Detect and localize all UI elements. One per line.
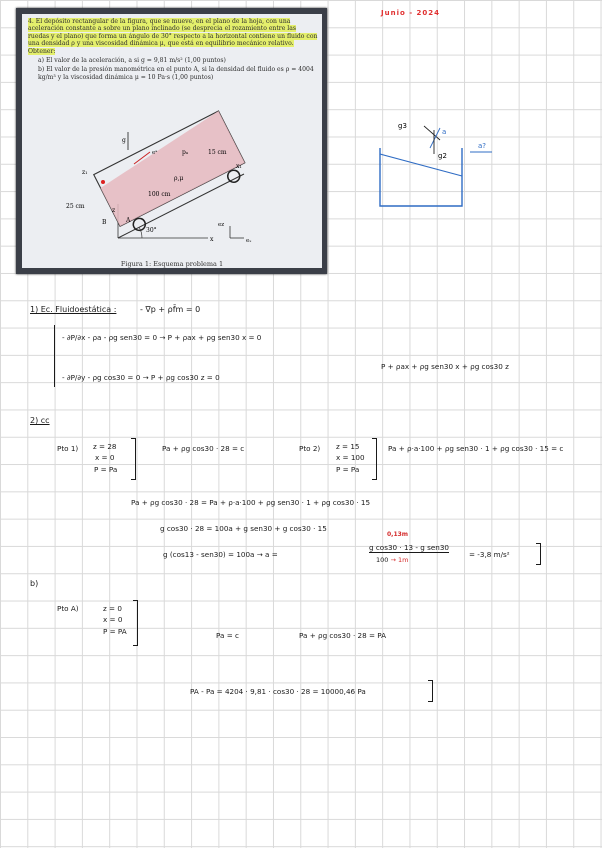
date-label: Junio - 2024 [381, 9, 441, 17]
s1-eq: - ∇p + ρf̄m = 0 [140, 305, 201, 314]
sketch-tank [380, 148, 462, 206]
pto1-x: x = 0 [95, 453, 115, 462]
ptoA-z: z = 0 [103, 604, 122, 613]
s1-title: 1) Ec. Fluidoestática : [30, 305, 117, 314]
result-b-bracket [428, 680, 433, 702]
sketch-g2: g2 [438, 152, 447, 160]
fig-len-100: 100 cm [148, 191, 171, 198]
final-denominator: 100 → 1m [376, 556, 409, 564]
tank-sketch [368, 112, 498, 212]
fig-len-15: 15 cm [208, 149, 227, 156]
problem-paragraph: 4. El depósito rectangular de la figura, que se mueve, en el plano de la hoja, con una aceleración constante a sobre un plano inclinado (se desprecia el rozamiento entre las ruedas y el plano) que forma un ángulo de 30° respecto a la horizontal contiene un fluido con una densidad ρ y una viscosidad dinámica μ, que está en equilibrio mecánico relativo. Obtener: [28, 18, 318, 55]
fig-label-x: x [210, 236, 214, 243]
problem-sheet [22, 14, 322, 268]
fig-label-z: z [112, 207, 116, 214]
fig-ea: eᵃ [152, 150, 158, 156]
figure-caption: Figura 1: Esquema problema 1 [120, 260, 224, 268]
fig-label-b: B [102, 219, 107, 226]
pto2-label: Pto 2) [299, 444, 321, 453]
final-result: = -3,8 m/s² [469, 550, 510, 559]
s1-result: P + ρax + ρg sen30 x + ρg cos30 z [381, 362, 509, 371]
final-line: g (cos13 - sen30) = 100a → a = [163, 550, 278, 559]
problem-item-b: b) El valor de la presión manométrica en el punto A, si la densidad del fluido es ρ = 4004 kg/m³ y la viscosidad dinámica μ = 10 Pa·s (1,00 puntos) [38, 66, 314, 81]
final-bracket [536, 543, 541, 565]
ptoA-bracket [133, 600, 138, 646]
angle-arc [139, 227, 142, 238]
fig-len-25: 25 cm [66, 203, 85, 210]
tank-group [94, 111, 251, 238]
s1-line1: - ∂P/∂x - ρa - ρg sen30 = 0 → P + ρax + ρg sen30 x = 0 [62, 333, 262, 342]
pto1-bracket [131, 438, 136, 480]
pto2-eq: Pa + ρ·a·100 + ρg sen30 · 1 + ρg cos30 · 15 = c [388, 444, 564, 453]
fig-g: g [122, 137, 126, 144]
pto1-z: z = 28 [93, 442, 117, 451]
pto1-eq: Pa + ρg cos30 · 28 = c [162, 444, 245, 453]
fig-label-a: A [126, 217, 131, 224]
sketch-a: a [442, 128, 447, 136]
pto2-x: x = 100 [336, 453, 365, 462]
pto2-z: z = 15 [336, 442, 360, 451]
sketch-a-right: a? [478, 142, 487, 150]
fig-x1: x₁ [236, 163, 242, 170]
sketch-g3: g3 [398, 122, 407, 130]
s1-bar [54, 325, 55, 387]
fig-pa: pₐ [182, 149, 189, 156]
pa-eq: Pa + ρg cos30 · 28 = PA [299, 631, 387, 640]
problem-item-a: a) El valor de la aceleración, a si g = 9,81 m/s² (1,00 puntos) [38, 57, 226, 65]
problem-photo [16, 8, 327, 274]
fig-angle: 30° [146, 227, 157, 234]
pto1-label: Pto 1) [57, 444, 79, 453]
point-a-dot [101, 180, 105, 184]
pa-c: Pa = c [216, 631, 239, 640]
simplified-line: g cos30 · 28 = 100a + g sen30 + g cos30 · 15 [160, 524, 327, 533]
final-numerator: g cos30 · 13 - g sen30 [369, 543, 449, 552]
cancel-line: Pa + ρg cos30 · 28 = Pa + ρ·a·100 + ρg sen30 · 1 + ρg cos30 · 15 [131, 498, 371, 507]
pto1-p: P = Pa [94, 465, 118, 474]
pto2-p: P = Pa [336, 465, 360, 474]
fig-ex: eₓ [246, 238, 252, 244]
result-b: PA - Pa = 4204 · 9,81 · cos30 · 28 = 10000,46 Pa [190, 687, 366, 696]
sketch-surface [380, 154, 462, 176]
problem-figure [22, 14, 322, 268]
fig-z1: z₁ [82, 169, 88, 176]
ptoA-x: x = 0 [103, 615, 123, 624]
fluid-region [94, 111, 245, 226]
s1-line2: - ∂P/∂y - ρg cos30 = 0 → P + ρg cos30 z = 0 [62, 373, 220, 382]
note-013m: 0,13m [387, 531, 409, 538]
sketch-a-arrow [430, 128, 440, 148]
fig-ez: ez [218, 222, 225, 228]
sb-title: b) [30, 579, 39, 588]
ptoA-label: Pto A) [57, 604, 79, 613]
ptoA-p: P = PA [103, 627, 127, 636]
fig-rho-mu: ρ,μ [174, 175, 184, 182]
pto2-bracket [372, 438, 377, 480]
s2-title: 2) cc [30, 416, 50, 425]
